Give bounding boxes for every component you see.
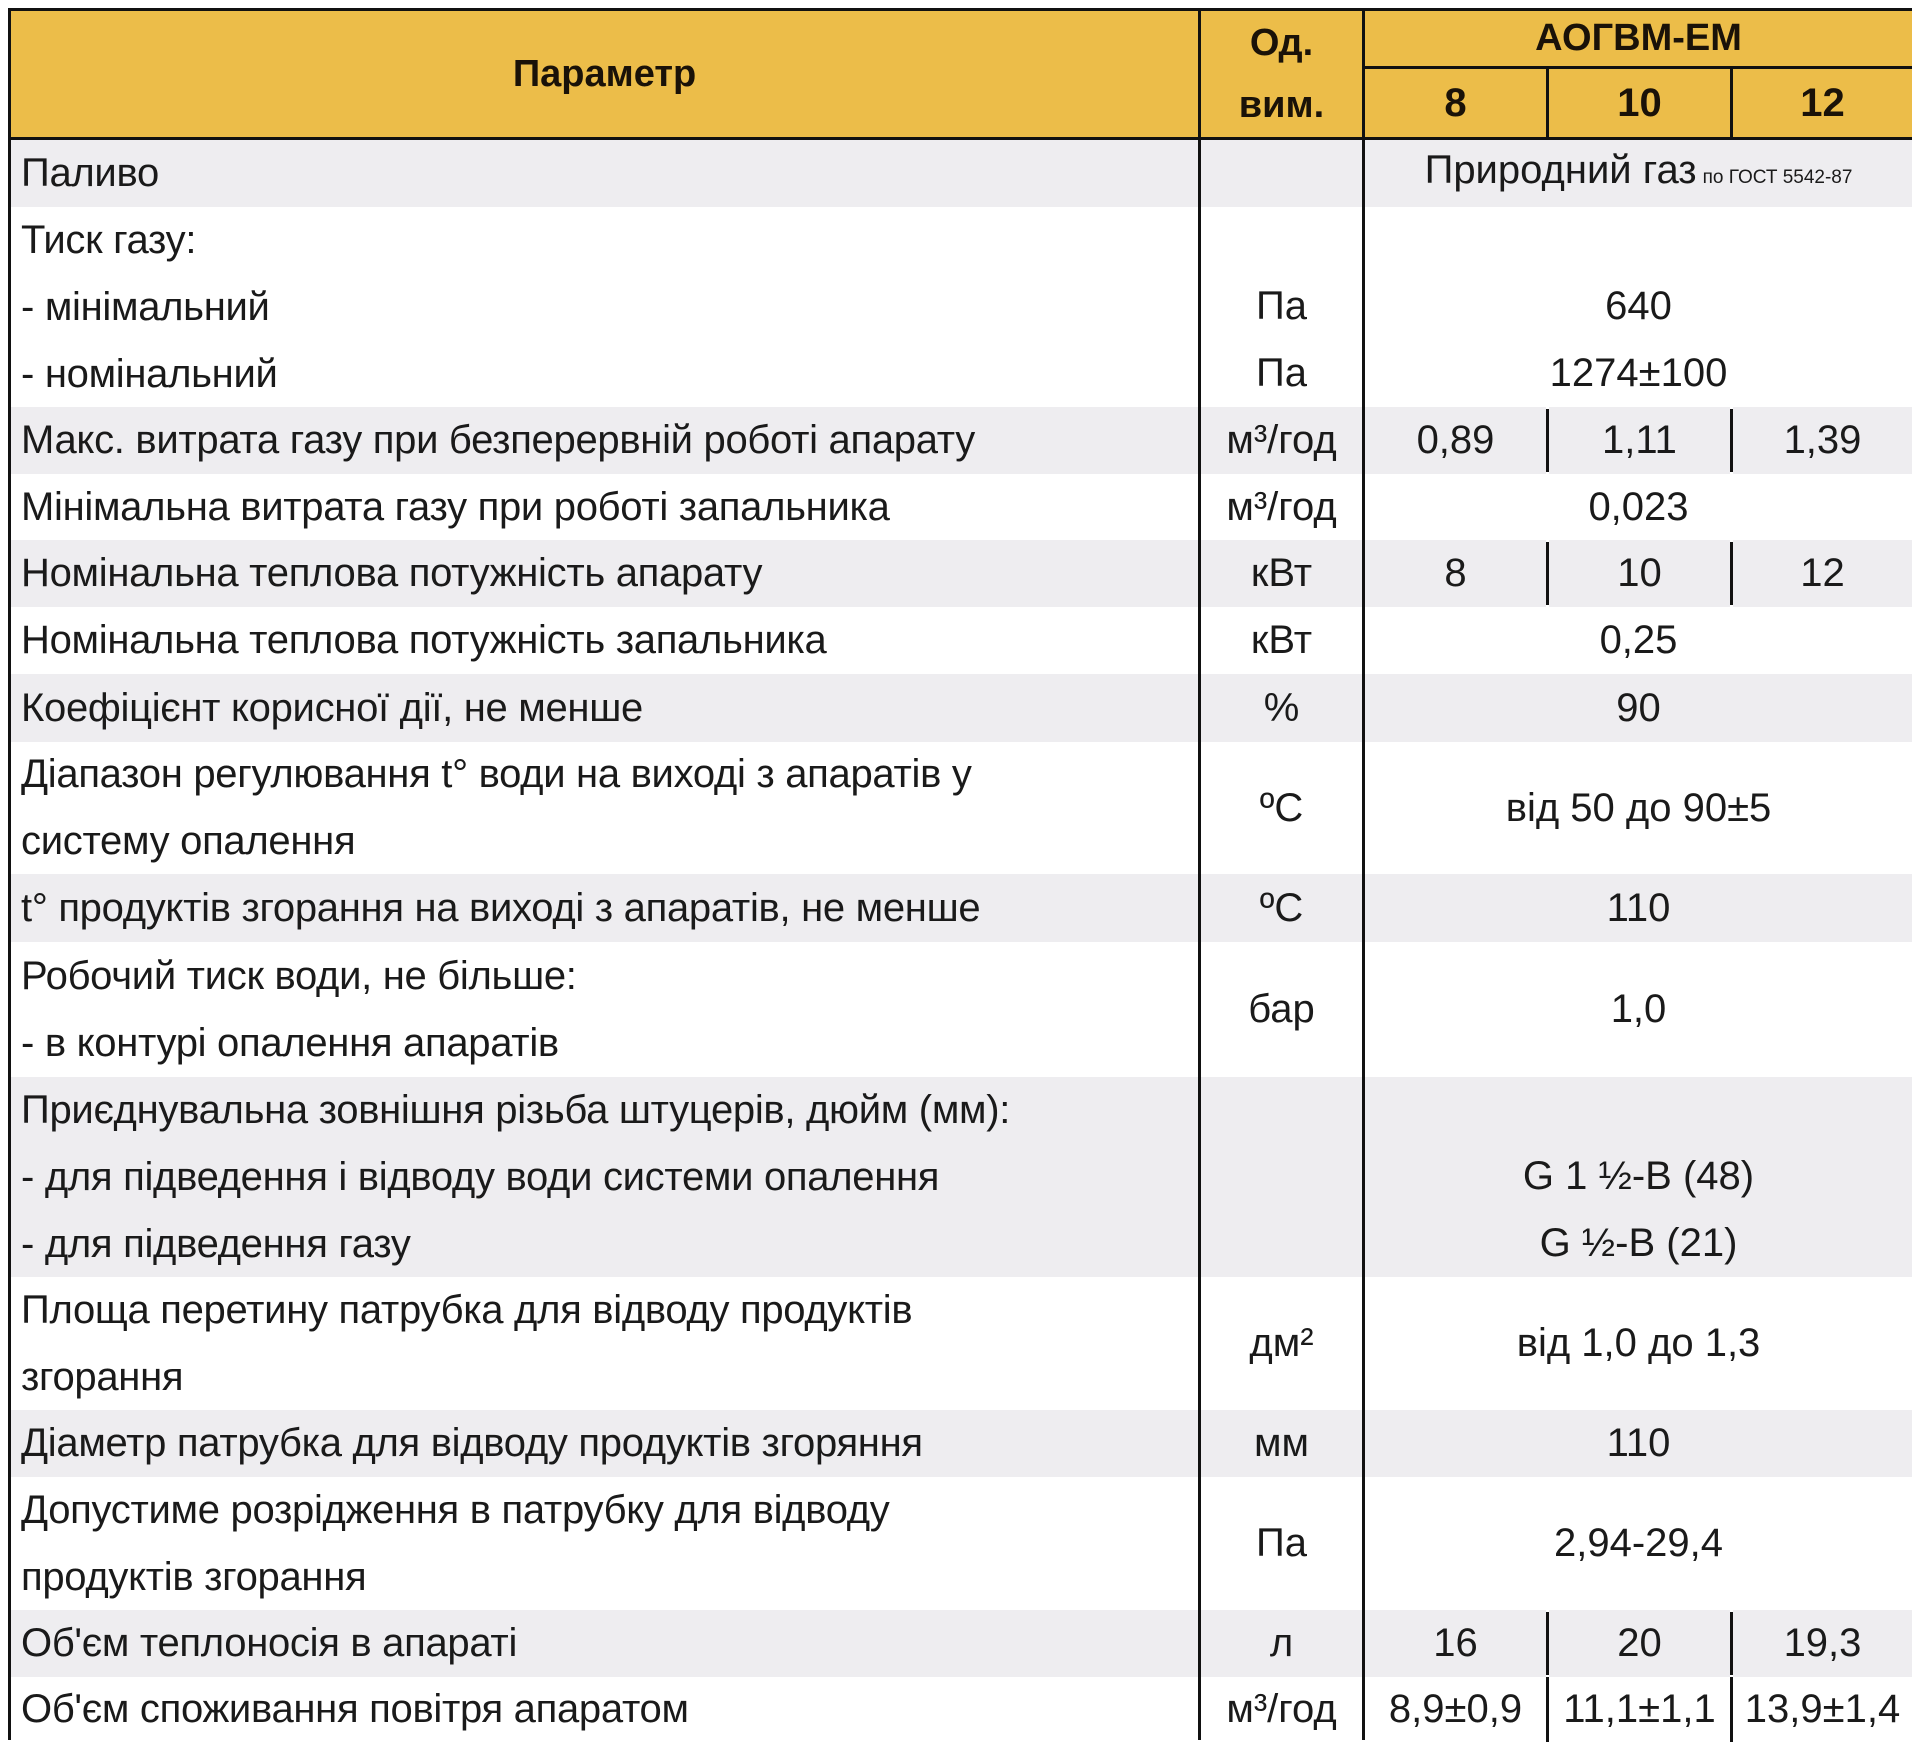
row-8-parameter bbox=[11, 874, 1198, 942]
header-parameter bbox=[11, 11, 1198, 137]
unit-value: л bbox=[1269, 1621, 1294, 1665]
row-4-unit bbox=[1201, 540, 1362, 607]
value-text: 19,3 bbox=[1783, 1621, 1862, 1665]
row-6-value bbox=[1365, 674, 1912, 742]
row-2-value-model-8 bbox=[1365, 407, 1546, 474]
model-separator bbox=[1730, 542, 1733, 605]
parameter-line: - в контурі опалення апаратів bbox=[21, 1020, 559, 1065]
parameter-line: Площа перетину патрубка для відводу продуктів bbox=[21, 1287, 913, 1332]
value-main: 110 bbox=[1606, 1421, 1671, 1465]
parameter-line: Робочий тиск води, не більше: bbox=[21, 953, 577, 998]
parameter-line: Допустиме розрідження в патрубку для відводу bbox=[21, 1487, 890, 1532]
row-2-unit bbox=[1201, 407, 1362, 474]
row-13-parameter bbox=[11, 1477, 1198, 1610]
value-main: від 1,0 до 1,3 bbox=[1516, 1321, 1761, 1365]
row-15-value-model-8 bbox=[1365, 1677, 1546, 1742]
parameter-line: Макс. витрата газу при безперервній роботі апарату bbox=[21, 418, 975, 462]
model-separator bbox=[1546, 542, 1549, 605]
row-12-parameter bbox=[11, 1410, 1198, 1477]
value-text: 10 bbox=[1617, 551, 1662, 595]
parameter-line: Приєднувальна зовнішня різьба штуцерів, дюйм (мм): bbox=[21, 1087, 1011, 1132]
header-unit-line1: Од. bbox=[1249, 22, 1314, 64]
row-7-parameter bbox=[11, 742, 1198, 874]
parameter-line: Номінальна теплова потужність апарату bbox=[21, 551, 763, 595]
value-text bbox=[1365, 1510, 1912, 1577]
unit-line bbox=[1201, 207, 1362, 273]
row-11-value bbox=[1365, 1277, 1912, 1410]
row-13-unit bbox=[1201, 1477, 1362, 1610]
value-line: 640 bbox=[1605, 284, 1672, 328]
row-14-value-model-8 bbox=[1365, 1610, 1546, 1677]
unit-value: м³/год bbox=[1226, 418, 1337, 462]
value-main: 1,0 bbox=[1610, 987, 1667, 1031]
header-model-8-label: 8 bbox=[1444, 80, 1467, 125]
header-model-group bbox=[1365, 11, 1912, 66]
row-14-parameter bbox=[11, 1610, 1198, 1677]
row-5-parameter bbox=[11, 607, 1198, 674]
header-model-10 bbox=[1549, 69, 1730, 137]
value-main: Природний газ bbox=[1424, 147, 1697, 192]
parameter-line: Мінімальна витрата газу при роботі запальника bbox=[21, 484, 890, 529]
value-main: 0,023 bbox=[1588, 484, 1689, 529]
value-text: 8,9±0,9 bbox=[1388, 1687, 1523, 1731]
value-text bbox=[1365, 1410, 1912, 1477]
model-separator bbox=[1730, 409, 1733, 472]
header-unit bbox=[1201, 11, 1362, 137]
header-model-12-label: 12 bbox=[1800, 80, 1845, 125]
header-parameter-label: Параметр bbox=[512, 52, 697, 95]
row-14-unit bbox=[1201, 1610, 1362, 1677]
value-text: 13,9±1,4 bbox=[1744, 1687, 1901, 1731]
row-7-unit bbox=[1201, 742, 1362, 874]
value-text: 1,39 bbox=[1783, 418, 1862, 462]
value-note: по ГОСТ 5542-87 bbox=[1702, 166, 1853, 188]
header-model-12 bbox=[1733, 69, 1912, 137]
unit-value: кВт bbox=[1250, 618, 1313, 662]
unit-value: кВт bbox=[1250, 551, 1313, 595]
row-10-parameter bbox=[11, 1077, 1198, 1277]
row-6-parameter bbox=[11, 674, 1198, 742]
value-line: G 1 ½-B (48) bbox=[1522, 1154, 1755, 1198]
unit-line: Па bbox=[1256, 351, 1307, 395]
value-text bbox=[1365, 137, 1912, 211]
header-model-10-label: 10 bbox=[1617, 80, 1662, 125]
row-12-value bbox=[1365, 1410, 1912, 1477]
parameter-line: - для підведення газу bbox=[21, 1221, 411, 1266]
row-4-parameter bbox=[11, 540, 1198, 607]
unit-value: Па bbox=[1256, 1521, 1307, 1565]
value-text bbox=[1365, 976, 1912, 1043]
value-text bbox=[1365, 775, 1912, 842]
row-1-unit bbox=[1201, 207, 1362, 407]
row-15-value-model-10 bbox=[1549, 1677, 1730, 1742]
row-15-unit bbox=[1201, 1677, 1362, 1742]
parameter-line: продуктів згорання bbox=[21, 1554, 367, 1599]
unit-value: ºC bbox=[1259, 785, 1304, 830]
value-text: 16 bbox=[1433, 1621, 1478, 1665]
col-divider-param bbox=[1198, 11, 1201, 1740]
row-7-value bbox=[1365, 742, 1912, 874]
value-text: 20 bbox=[1617, 1621, 1662, 1665]
row-5-unit bbox=[1201, 607, 1362, 674]
value-text: 12 bbox=[1800, 551, 1845, 595]
value-text: 0,89 bbox=[1416, 418, 1495, 462]
unit-value: дм² bbox=[1249, 1321, 1314, 1365]
unit-value: % bbox=[1263, 685, 1300, 730]
value-text: 8 bbox=[1444, 551, 1467, 595]
value-text: 1,11 bbox=[1602, 418, 1677, 462]
value-line: 1274±100 bbox=[1549, 351, 1728, 395]
parameter-line: - для підведення і відводу води системи опалення bbox=[21, 1154, 940, 1199]
unit-line: Па bbox=[1256, 284, 1307, 328]
row-1-value bbox=[1365, 207, 1912, 407]
value-main: 0,25 bbox=[1599, 618, 1678, 662]
row-11-unit bbox=[1201, 1277, 1362, 1410]
row-13-value bbox=[1365, 1477, 1912, 1610]
row-2-value-model-10 bbox=[1549, 407, 1730, 474]
row-3-value bbox=[1365, 474, 1912, 540]
value-text bbox=[1365, 607, 1912, 674]
row-11-parameter bbox=[11, 1277, 1198, 1410]
parameter-line: Об'єм споживання повітря апаратом bbox=[21, 1687, 689, 1731]
row-0-parameter bbox=[11, 140, 1198, 207]
parameter-line: Тиск газу: bbox=[21, 217, 197, 262]
value-text bbox=[1365, 474, 1912, 541]
header-group-divider bbox=[1365, 66, 1912, 69]
row-1-parameter bbox=[11, 207, 1198, 407]
header-model-group-label: АОГВМ-ЕМ bbox=[1535, 17, 1742, 59]
row-8-value bbox=[1365, 874, 1912, 942]
unit-value: ºC bbox=[1259, 885, 1304, 930]
row-0-value bbox=[1365, 140, 1912, 207]
header-model-8 bbox=[1365, 69, 1546, 137]
row-6-unit bbox=[1201, 674, 1362, 742]
row-4-value-model-8 bbox=[1365, 540, 1546, 607]
row-12-unit bbox=[1201, 1410, 1362, 1477]
header-unit-line2: вим. bbox=[1238, 84, 1325, 126]
col-divider-unit bbox=[1362, 11, 1365, 1740]
row-9-parameter bbox=[11, 942, 1198, 1077]
value-main: 110 bbox=[1606, 885, 1671, 930]
row-10-unit bbox=[1201, 1077, 1362, 1277]
value-text bbox=[1365, 1310, 1912, 1377]
row-9-value bbox=[1365, 942, 1912, 1077]
value-line: G ½-B (21) bbox=[1539, 1221, 1738, 1265]
parameter-line: t° продуктів згорання на виході з апаратів, не менше bbox=[21, 885, 981, 930]
value-text: 11,1±1,1 bbox=[1563, 1687, 1716, 1731]
unit-value: мм bbox=[1254, 1421, 1309, 1465]
row-4-value-model-12 bbox=[1733, 540, 1912, 607]
row-15-parameter bbox=[11, 1677, 1198, 1742]
model-separator bbox=[1730, 1677, 1733, 1742]
parameter-line: Паливо bbox=[21, 151, 159, 195]
unit-value: м³/год bbox=[1226, 1687, 1337, 1731]
parameter-line: Діапазон регулювання t° води на виході з апаратів у bbox=[21, 752, 972, 796]
parameter-line: - номінальний bbox=[21, 351, 278, 396]
row-0-unit bbox=[1201, 140, 1362, 207]
parameter-line: Номінальна теплова потужність запальника bbox=[21, 618, 827, 662]
parameter-line: систему опалення bbox=[21, 819, 356, 863]
row-14-value-model-12 bbox=[1733, 1610, 1912, 1677]
parameter-line: - мінімальний bbox=[21, 284, 270, 329]
model-separator bbox=[1546, 1612, 1549, 1675]
unit-value: бар bbox=[1248, 987, 1315, 1031]
parameter-line: згорання bbox=[21, 1354, 184, 1399]
parameter-line: Діаметр патрубка для відводу продуктів згоряння bbox=[21, 1421, 923, 1465]
value-line bbox=[1365, 1077, 1912, 1143]
row-5-value bbox=[1365, 607, 1912, 674]
value-main: 2,94-29,4 bbox=[1553, 1521, 1724, 1565]
row-2-value-model-12 bbox=[1733, 407, 1912, 474]
model-separator bbox=[1546, 409, 1549, 472]
col-divider-model-a-header bbox=[1546, 66, 1549, 137]
row-3-parameter bbox=[11, 474, 1198, 540]
parameter-line: Коефіцієнт корисної дії, не менше bbox=[21, 685, 643, 730]
row-8-unit bbox=[1201, 874, 1362, 942]
unit-value: м³/год bbox=[1226, 484, 1337, 529]
value-main: 90 bbox=[1616, 685, 1661, 730]
model-separator bbox=[1546, 1677, 1549, 1742]
row-14-value-model-10 bbox=[1549, 1610, 1730, 1677]
row-3-unit bbox=[1201, 474, 1362, 540]
parameter-line: Об'єм теплоносія в апараті bbox=[21, 1621, 518, 1665]
row-15-value-model-12 bbox=[1733, 1677, 1912, 1742]
row-2-parameter bbox=[11, 407, 1198, 474]
row-9-unit bbox=[1201, 942, 1362, 1077]
col-divider-model-b-header bbox=[1730, 66, 1733, 137]
value-text bbox=[1365, 875, 1912, 942]
row-4-value-model-10 bbox=[1549, 540, 1730, 607]
value-line bbox=[1365, 207, 1912, 273]
value-main: від 50 до 90±5 bbox=[1505, 785, 1772, 830]
value-text bbox=[1365, 675, 1912, 742]
spec-table bbox=[8, 8, 1912, 1740]
model-separator bbox=[1730, 1612, 1733, 1675]
row-10-value bbox=[1365, 1077, 1912, 1277]
